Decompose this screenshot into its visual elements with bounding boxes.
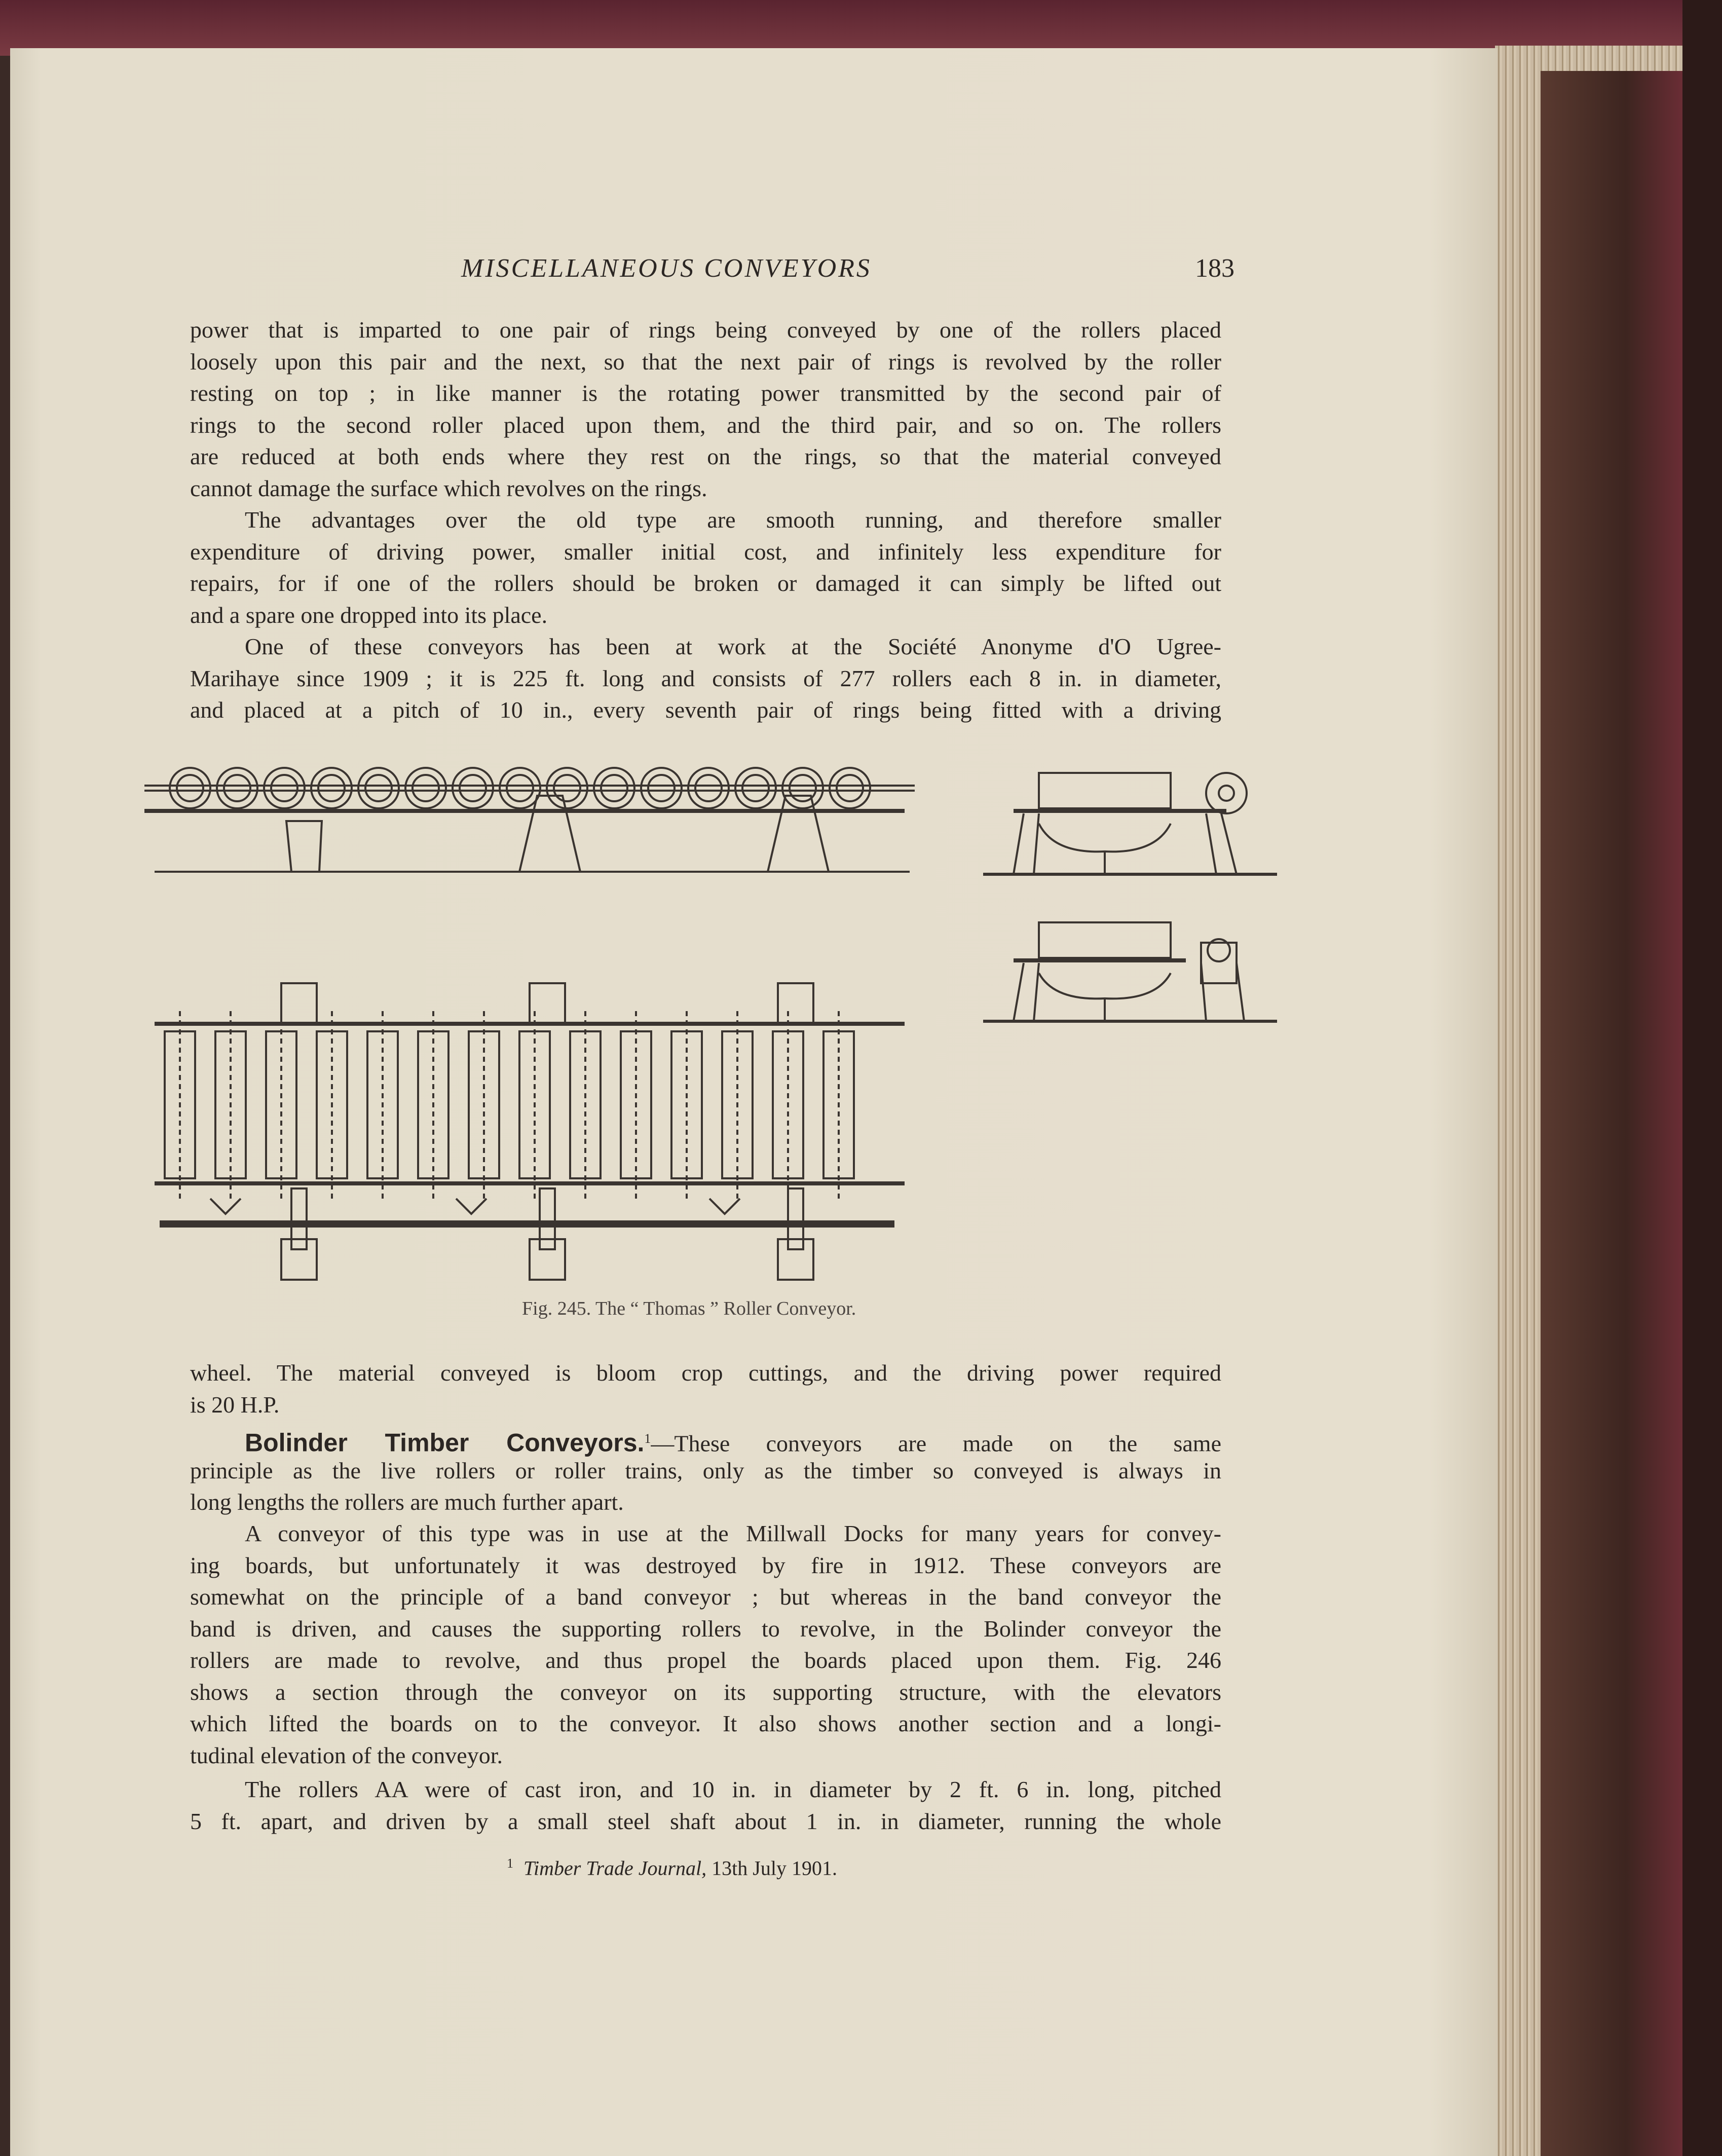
roller-ring bbox=[413, 775, 439, 801]
paragraph bbox=[190, 1357, 1221, 1421]
footnote-mark: 1 bbox=[644, 1431, 651, 1446]
figure-cross-section-top bbox=[983, 763, 1282, 877]
footnote bbox=[507, 1856, 837, 1880]
roller-ring bbox=[271, 775, 297, 801]
text-line: The advantages over the old type are smooth running, and therefore smaller bbox=[245, 507, 1221, 533]
text-line: rings to the second roller placed upon them, and the third pair, and so on. The rollers bbox=[190, 412, 1221, 438]
roller-ring bbox=[318, 775, 345, 801]
text-line: expenditure of driving power, smaller initial cost, and infinitely less expenditure for bbox=[190, 538, 1221, 565]
book-cover-side bbox=[1541, 71, 1682, 2156]
text-line: are reduced at both ends where they rest on the rings, so that the material conveyed bbox=[190, 443, 1221, 469]
text-line: repairs, for if one of the rollers should be broken or damaged it can simply be lifted out bbox=[190, 570, 1221, 596]
text-line: principle as the live rollers or roller trains, only as the timber so conveyed is always in bbox=[190, 1457, 1221, 1483]
roller-ring bbox=[742, 775, 769, 801]
text-line: resting on top ; in like manner is the rotating power transmitted by the second pair of bbox=[190, 380, 1221, 406]
roller-ring bbox=[507, 775, 533, 801]
text-line: power that is imparted to one pair of rings being conveyed by one of the rollers placed bbox=[190, 317, 1221, 343]
text-line: is 20 H.P. bbox=[190, 1391, 280, 1418]
paragraph bbox=[190, 504, 1221, 631]
text-line: and placed at a pitch of 10 in., every seventh pair of rings being fitted with a driving bbox=[190, 697, 1221, 723]
footnote-date: 13th July 1901. bbox=[706, 1856, 837, 1880]
footnote-source: Timber Trade Journal, bbox=[523, 1856, 707, 1880]
figure-plan-view bbox=[144, 976, 915, 1282]
text-line: loosely upon this pair and the next, so that the next pair of rings is revolved by the roller bbox=[190, 348, 1221, 375]
paragraph bbox=[190, 1423, 1221, 1518]
footnote-mark: 1 bbox=[507, 1856, 513, 1871]
paragraph bbox=[190, 1774, 1221, 1837]
text-line: wheel. The material conveyed is bloom crop cuttings, and the driving power required bbox=[190, 1360, 1221, 1386]
page-number: 183 bbox=[1195, 254, 1234, 283]
book-cover-edge bbox=[0, 0, 1722, 56]
running-title: MISCELLANEOUS CONVEYORS bbox=[461, 254, 872, 283]
text-line: long lengths the rollers are much further apart. bbox=[190, 1489, 624, 1515]
roller-ring bbox=[837, 775, 863, 801]
section-heading: Bolinder Timber Conveyors. bbox=[245, 1428, 645, 1457]
text-line: somewhat on the principle of a band conveyor ; but whereas in the band conveyor the bbox=[190, 1584, 1221, 1610]
paragraph bbox=[190, 1518, 1221, 1771]
figure-caption-text: Fig. 245. The “ Thomas ” Roller Conveyor. bbox=[522, 1298, 856, 1319]
roller-ring bbox=[648, 775, 675, 801]
paragraph bbox=[190, 631, 1221, 726]
roller-ring bbox=[365, 775, 392, 801]
text-line bbox=[190, 1423, 1221, 1455]
text-line: which lifted the boards on to the conveyor. It also shows another section and a longi- bbox=[190, 1711, 1221, 1736]
paragraph bbox=[190, 314, 1221, 504]
figure-side-elevation bbox=[144, 755, 915, 877]
text-line: A conveyor of this type was in use at the Millwall Docks for many years for convey- bbox=[245, 1520, 1221, 1546]
text-line: Marihaye since 1909 ; it is 225 ft. long and consists of 277 rollers each 8 in. in diameter, bbox=[190, 665, 1221, 691]
text-line: 5 ft. apart, and driven by a small steel shaft about 1 in. in diameter, running the whole bbox=[190, 1808, 1221, 1834]
text-line: rollers are made to revolve, and thus propel the boards placed upon them. Fig. 246 bbox=[190, 1647, 1221, 1673]
roller-ring bbox=[460, 775, 486, 801]
text-line: band is driven, and causes the supporting rollers to revolve, in the Bolinder conveyor the bbox=[190, 1615, 1221, 1642]
background bbox=[1682, 0, 1722, 2156]
roller-ring bbox=[177, 775, 203, 801]
text-line: ing boards, but unfortunately it was destroyed by fire in 1912. These conveyors are bbox=[190, 1552, 1221, 1578]
roller-ring bbox=[554, 775, 580, 801]
text-line: cannot damage the surface which revolves on the rings. bbox=[190, 475, 707, 501]
text-line: shows a section through the conveyor on its supporting structure, with the elevators bbox=[190, 1679, 1221, 1705]
text-line-body: —These conveyors are made on the same bbox=[651, 1430, 1221, 1457]
figure-cross-section-bottom bbox=[983, 912, 1282, 1026]
text-line: The rollers AA were of cast iron, and 10 in. in diameter by 2 ft. 6 in. long, pitched bbox=[245, 1776, 1221, 1802]
roller-ring bbox=[224, 775, 250, 801]
text-line: One of these conveyors has been at work at the Société Anonyme d'O Ugree- bbox=[245, 634, 1221, 659]
roller-ring bbox=[601, 775, 627, 801]
text-line: tudinal elevation of the conveyor. bbox=[190, 1742, 503, 1768]
text-line: and a spare one dropped into its place. bbox=[190, 602, 548, 628]
roller-ring bbox=[695, 775, 722, 801]
